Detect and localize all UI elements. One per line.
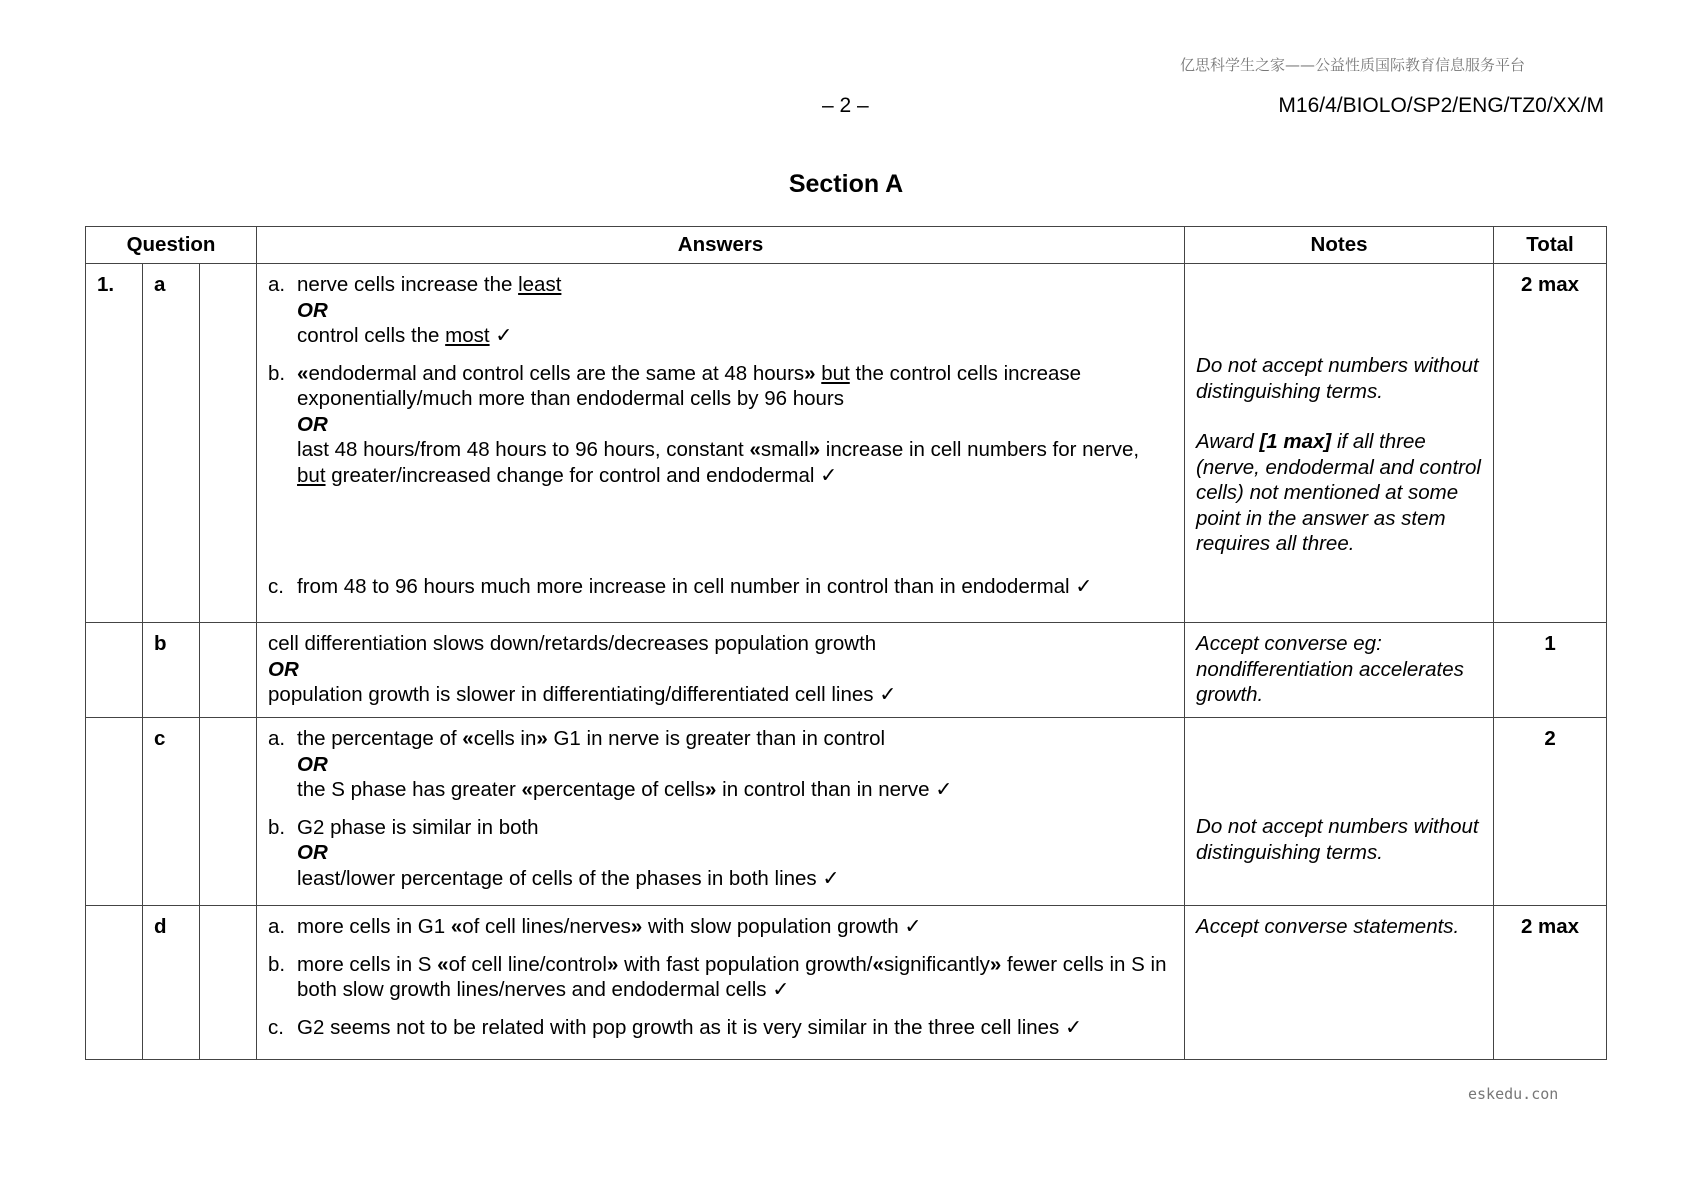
answer-text: G2 phase is similar in both: [297, 815, 539, 839]
header-total: Total: [1494, 227, 1607, 264]
guillemet: »: [989, 952, 1002, 976]
answer-cell: [257, 718, 1185, 906]
question-subpart: [200, 718, 257, 906]
watermark-bottom: eskedu.con: [1468, 1085, 1559, 1103]
answer-text: the percentage of: [297, 727, 463, 750]
answer-text: cells in: [473, 727, 537, 750]
answer-text: small: [760, 438, 809, 461]
question-subpart: [200, 623, 257, 718]
guillemet: «: [450, 915, 463, 938]
underlined-word: but: [297, 463, 326, 487]
item-label: c.: [268, 1015, 284, 1039]
answer-cell: [257, 906, 1185, 1060]
answer-text: fewer cells in S in both slow growth lines/nerves and endodermal cells ✓: [297, 952, 1167, 1001]
guillemet: »: [606, 952, 619, 976]
answer-text: from 48 to 96 hours much more increase in cell number in control than in endodermal ✓: [297, 575, 1093, 598]
guillemet: «: [437, 952, 449, 976]
answer-text: control cells the: [297, 324, 446, 347]
header-notes: Notes: [1185, 227, 1494, 264]
total-marks: [1494, 264, 1607, 623]
answer-text: greater/increased change for control and endodermal ✓: [325, 463, 838, 487]
answer-text: significantly: [883, 952, 990, 976]
answer-text: increase in cell numbers for nerve,: [820, 438, 1140, 461]
question-part: b: [143, 623, 200, 718]
table-header-row: [86, 227, 1607, 264]
document-code: M16/4/BIOLO/SP2/ENG/TZ0/XX/M: [1278, 94, 1604, 117]
answer-cell: [257, 264, 1185, 623]
table-row: [86, 623, 1607, 718]
item-label: a.: [268, 915, 286, 938]
note-text: Do not accept numbers without distinguishing terms.: [1196, 815, 1479, 864]
item-label: b.: [268, 361, 286, 385]
question-part: d: [143, 906, 200, 1060]
item-label: b.: [268, 815, 286, 839]
answer-text: of cell line/control: [448, 952, 607, 976]
watermark-top: 亿思科学生之家——公益性质国际教育信息服务平台: [1180, 56, 1526, 74]
note-text: [1196, 429, 1482, 557]
item-label: b.: [268, 952, 286, 976]
total-marks: 1: [1494, 623, 1607, 718]
or-label: OR: [297, 752, 328, 776]
guillemet: »: [705, 778, 717, 801]
underlined-word: but: [821, 361, 850, 385]
table-row: [86, 718, 1607, 906]
answer-item: [268, 574, 1173, 600]
answer-text: the S phase has greater: [297, 778, 522, 801]
markscheme-table: [85, 226, 1607, 1060]
answer-text: population growth is slower in differentiating/differentiated cell lines ✓: [268, 683, 897, 706]
note-text-part: Award: [1196, 430, 1260, 453]
answer-text: least/lower percentage of cells of the phases in both lines ✓: [297, 866, 840, 890]
guillemet: «: [521, 778, 533, 801]
question-subpart: [200, 906, 257, 1060]
guillemet: «: [749, 438, 761, 461]
or-label: OR: [297, 841, 328, 864]
question-part: a: [143, 264, 200, 623]
answer-item: [268, 952, 1173, 1003]
note-text-part: if all three (nerve, endodermal and control cells) not mentioned at some point in the answer as stem requires all three.: [1196, 430, 1481, 555]
header-answers: Answers: [257, 227, 1185, 264]
notes-cell: Accept converse statements.: [1185, 906, 1494, 1060]
question-number: [86, 623, 143, 718]
item-label: a.: [268, 273, 286, 296]
answer-text: with slow population growth ✓: [642, 915, 922, 938]
answer-text: G1 in nerve is greater than in control: [547, 727, 886, 750]
question-subpart: [200, 264, 257, 623]
note-text: Do not accept numbers without distinguishing terms.: [1196, 354, 1479, 403]
question-number: [86, 906, 143, 1060]
guillemet: «: [297, 361, 309, 385]
guillemet: «: [872, 952, 884, 976]
answer-item: [268, 272, 1173, 349]
answer-item: [268, 361, 1173, 489]
item-label: a.: [268, 727, 286, 750]
answer-text: G2 seems not to be related with pop growth as it is very similar in the three cell lines ✓: [297, 1015, 1083, 1039]
question-number: 1.: [86, 264, 143, 623]
notes-cell: [1185, 718, 1494, 906]
answer-text: more cells in G1: [297, 915, 451, 938]
page-number: – 2 –: [822, 94, 869, 117]
guillemet: »: [808, 438, 821, 461]
table-row: [86, 906, 1607, 1060]
answer-item: [268, 815, 1173, 892]
answer-text: the control cells increase exponentially/much more than endodermal cells by 96 hours: [297, 361, 1082, 410]
total-marks: 2 max: [1494, 906, 1607, 1060]
tick-mark: ✓: [489, 324, 513, 347]
question-part: c: [143, 718, 200, 906]
section-title: Section A: [788, 170, 904, 198]
answer-text: cell differentiation slows down/retards/decreases population growth: [268, 632, 877, 655]
answer-text: endodermal and control cells are the same at 48 hours: [308, 361, 805, 385]
underlined-word: most: [445, 324, 490, 347]
answer-text: last 48 hours/from 48 hours to 96 hours, constant: [297, 438, 750, 461]
answer-item: [268, 1015, 1173, 1041]
header-question: Question: [86, 227, 257, 264]
total-value: 2 max: [1520, 273, 1580, 296]
answer-cell: [257, 623, 1185, 718]
or-label: OR: [297, 412, 328, 436]
guillemet: »: [630, 915, 643, 938]
answer-item: [268, 726, 1173, 803]
notes-cell: [1185, 264, 1494, 623]
underlined-word: least: [518, 273, 562, 296]
or-label: OR: [297, 298, 328, 322]
notes-cell: Accept converse eg: nondifferentiation accelerates growth.: [1185, 623, 1494, 718]
guillemet: »: [804, 361, 816, 385]
answer-text: in control than in nerve ✓: [716, 778, 953, 801]
or-label: OR: [268, 657, 299, 681]
mark-award: [1 max]: [1259, 430, 1332, 453]
guillemet: »: [536, 727, 548, 750]
answer-text: percentage of cells: [532, 778, 706, 801]
answer-text: more cells in S: [297, 952, 438, 976]
answer-text: nerve cells increase the: [297, 273, 519, 296]
table-row: [86, 264, 1607, 623]
answer-text: with fast population growth/: [618, 952, 873, 976]
total-marks: 2: [1494, 718, 1607, 906]
answer-item: [268, 914, 1173, 940]
item-label: c.: [268, 575, 284, 598]
guillemet: «: [462, 727, 474, 750]
question-number: [86, 718, 143, 906]
answer-text: of cell lines/nerves: [462, 915, 631, 938]
